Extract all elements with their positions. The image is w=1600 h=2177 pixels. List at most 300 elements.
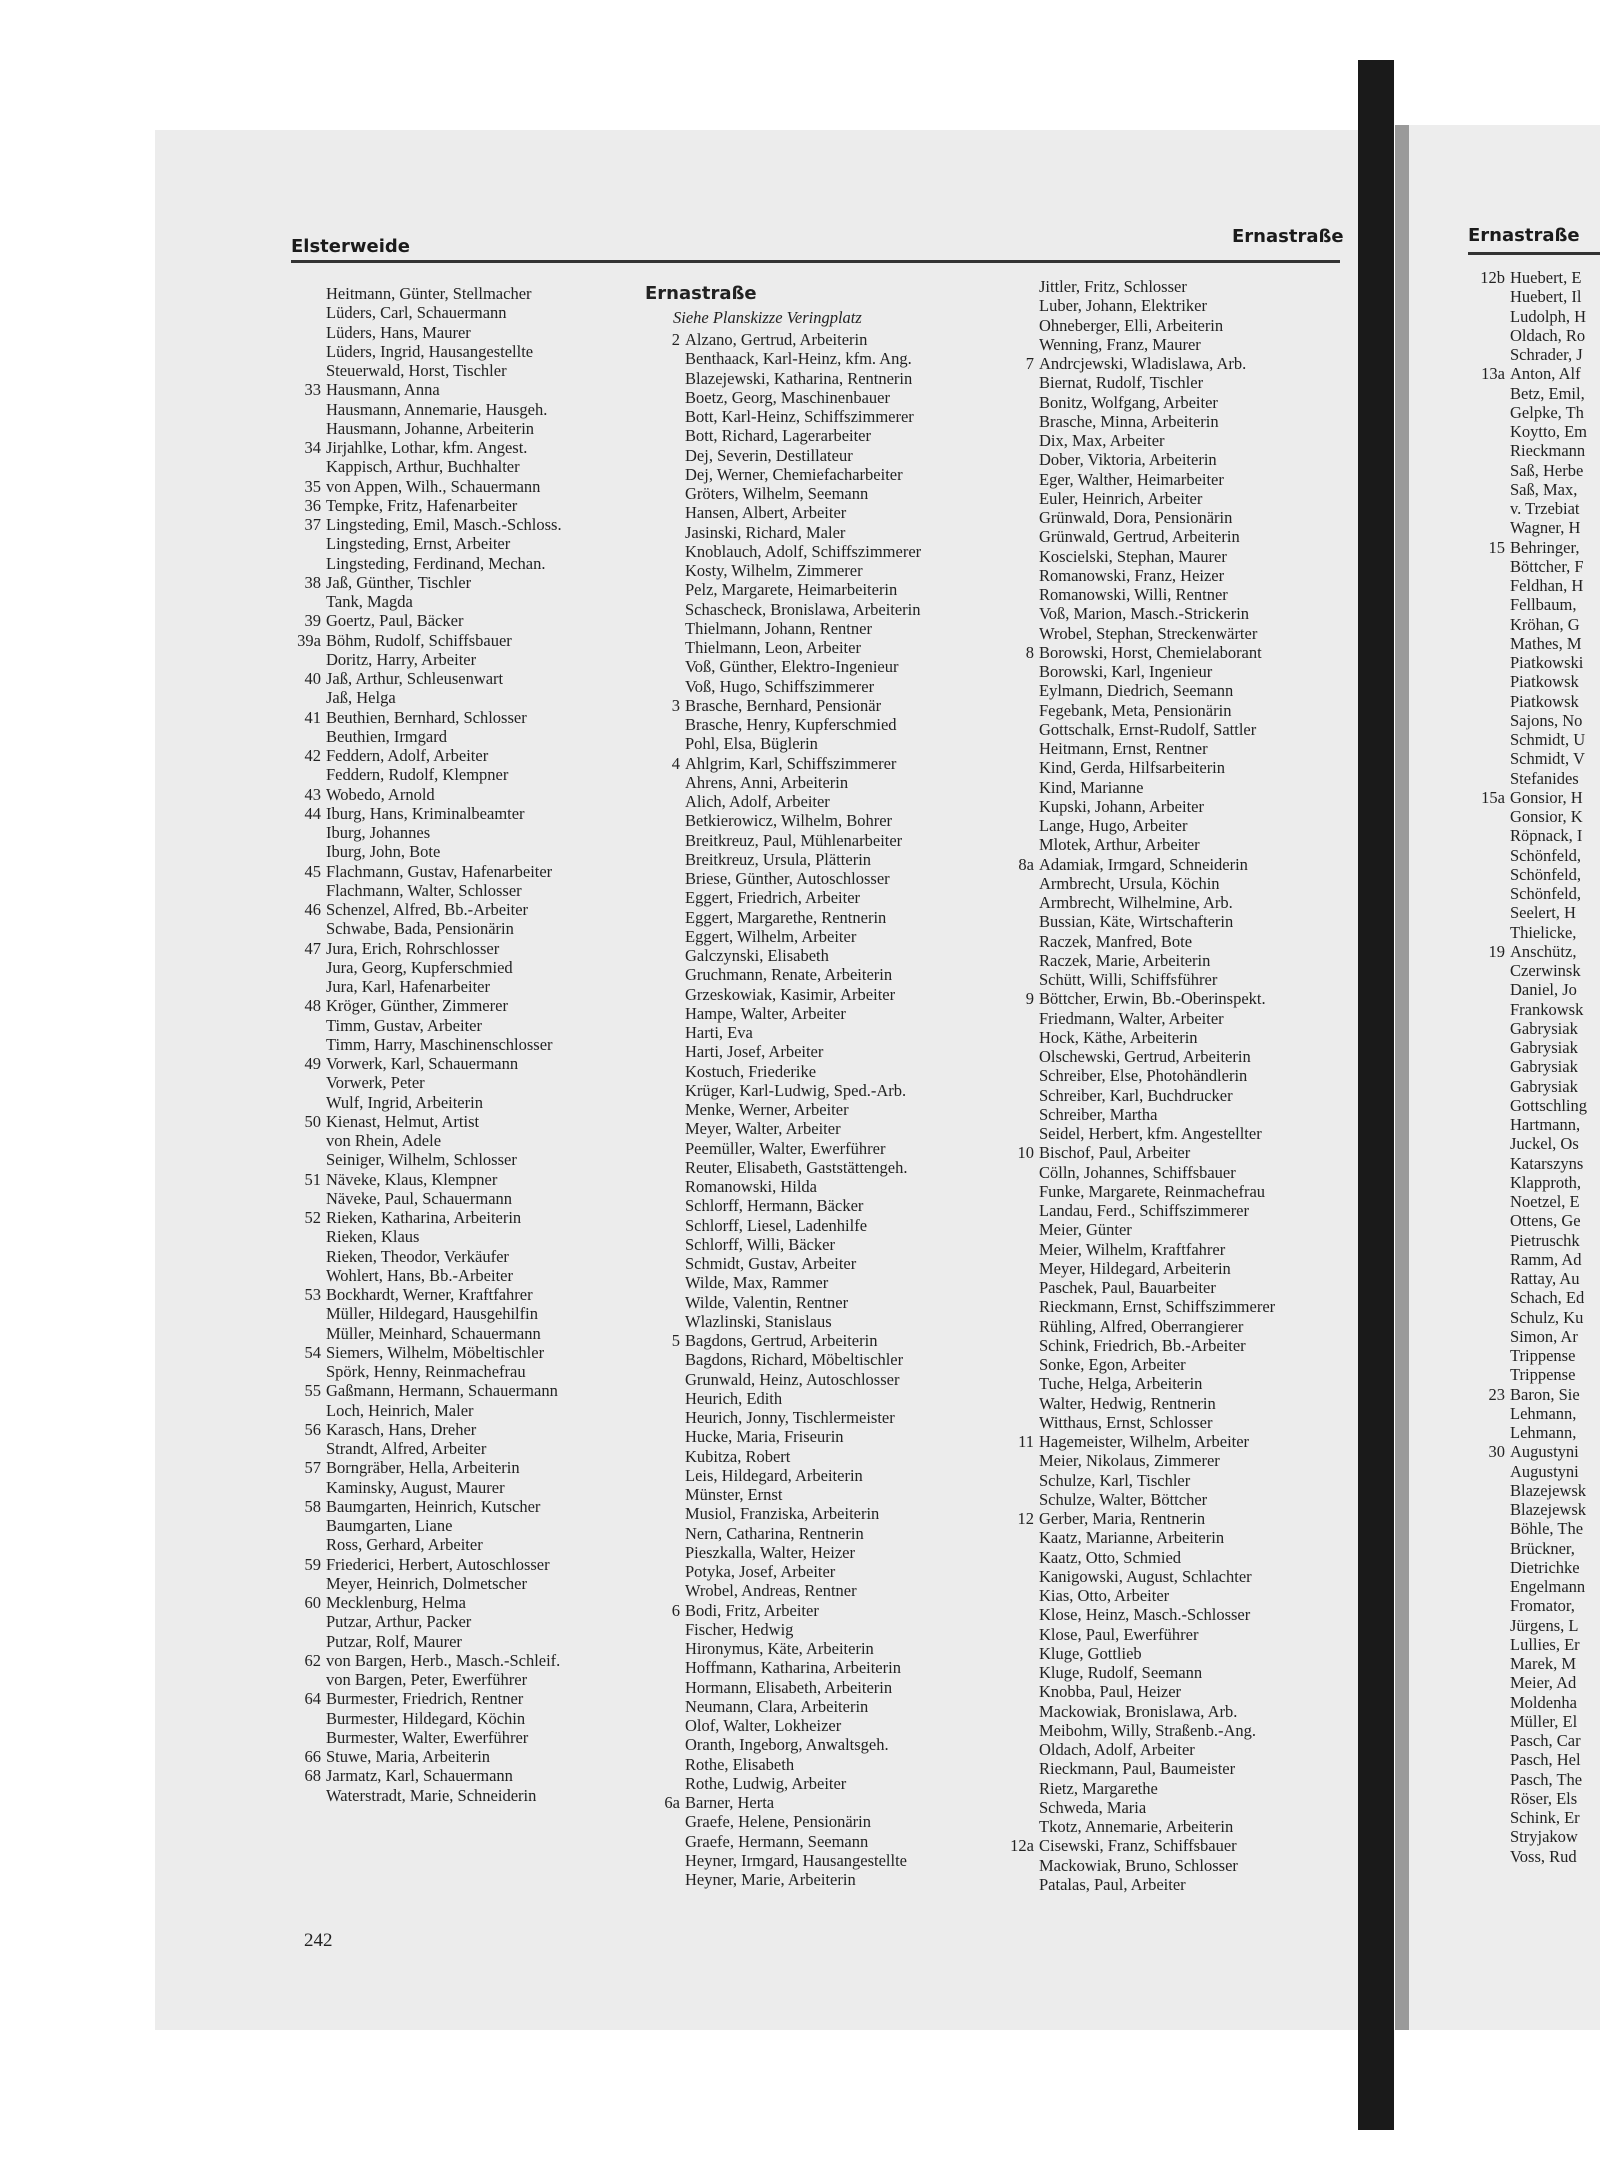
entry-text: Oldach, Adolf, Arbeiter [1039, 1740, 1195, 1759]
directory-entry [1039, 489, 1275, 508]
directory-entry [304, 476, 562, 496]
entry-text: von Rhein, Adele [326, 1131, 442, 1150]
house-number: 53 [304, 1285, 321, 1304]
directory-entry [664, 1793, 921, 1812]
entry-text: Mackowiak, Bruno, Schlosser [1039, 1855, 1238, 1875]
house-number: 34 [304, 438, 321, 457]
directory-entry [1039, 1702, 1275, 1721]
directory-entry [1510, 1558, 1587, 1577]
entry-text: Feddern, Rudolf, Klempner [326, 765, 509, 785]
entry-text: Timm, Gustav, Arbeiter [326, 1015, 482, 1035]
directory-entry [1039, 1413, 1275, 1432]
entry-text: Leis, Hildegard, Arbeiterin [685, 1465, 863, 1485]
entry-text: Schwabe, Bada, Pensionärin [326, 919, 514, 939]
directory-entry [1039, 1759, 1275, 1778]
directory-entry [1039, 1047, 1275, 1066]
directory-entry [1510, 1693, 1587, 1712]
directory-entry [1510, 884, 1587, 903]
house-number: 6a [664, 1793, 680, 1812]
directory-entry [304, 746, 562, 765]
entry-text: Feddern, Adolf, Arbeiter [326, 746, 489, 765]
directory-entry [685, 792, 921, 811]
house-number: 46 [304, 900, 321, 919]
directory-entry [1510, 903, 1587, 922]
directory-entry [685, 1273, 921, 1292]
entry-text: Baron, Sie [1510, 1384, 1580, 1404]
directory-entry [685, 1312, 921, 1331]
entry-text: Bagdons, Richard, Möbeltischler [685, 1350, 904, 1370]
entry-text: von Bargen, Herb., Masch.-Schleif. [326, 1650, 561, 1670]
entry-text: Burmester, Hildegard, Köchin [326, 1708, 526, 1728]
house-number: 30 [1488, 1442, 1505, 1462]
directory-entry [685, 1716, 921, 1735]
entry-text: Romanowski, Willi, Rentner [1039, 585, 1228, 604]
directory-entry [1510, 576, 1587, 595]
entry-text: Klose, Heinz, Masch.-Schlosser [1039, 1605, 1251, 1625]
entry-text: Flachmann, Walter, Schlosser [326, 880, 522, 900]
entry-text: Bonitz, Wolfgang, Arbeiter [1039, 392, 1218, 412]
directory-entry [685, 388, 921, 407]
directory-entry [326, 765, 562, 784]
entry-text: Gröters, Wilhelm, Seemann [685, 484, 869, 503]
entry-text: Harti, Josef, Arbeiter [685, 1042, 824, 1062]
directory-entry [671, 1331, 921, 1350]
directory-entry [685, 1620, 921, 1639]
directory-entry [1018, 1432, 1275, 1451]
entry-text: Jura, Erich, Rohrschlosser [326, 938, 500, 958]
entry-text: Schönfeld, [1510, 845, 1582, 865]
directory-entry [1510, 480, 1587, 499]
directory-entry [1510, 518, 1587, 537]
entry-text: Trippense [1510, 1365, 1576, 1385]
directory-entry [1510, 287, 1587, 306]
entry-text: Borowski, Karl, Ingenieur [1039, 662, 1213, 681]
entry-text: Luber, Johann, Elektriker [1039, 296, 1207, 316]
directory-entry [1510, 1500, 1587, 1519]
directory-entry [1481, 787, 1587, 807]
entry-text: Dej, Werner, Chemiefacharbeiter [685, 464, 903, 484]
directory-entry [1039, 1740, 1275, 1759]
entry-text: Rieken, Klaus [326, 1227, 420, 1247]
entry-text: Jarmatz, Karl, Schauermann [326, 1766, 513, 1786]
directory-entry [1510, 595, 1587, 614]
directory-entry [304, 1169, 562, 1189]
entry-text: Lingsteding, Emil, Masch.-Schloss. [326, 515, 562, 534]
entry-text: Lüders, Ingrid, Hausangestellte [326, 341, 534, 361]
entry-text: Böttcher, Erwin, Bb.-Oberinspekt. [1039, 989, 1266, 1009]
directory-entry [326, 1401, 562, 1420]
entry-text: Simon, Ar [1510, 1326, 1578, 1346]
entry-text: Koscielski, Stephan, Maurer [1039, 546, 1227, 566]
entry-text: Bockhardt, Werner, Kraftfahrer [326, 1285, 533, 1304]
entry-text: Klapproth, [1510, 1172, 1582, 1192]
directory-entry [1510, 1327, 1587, 1346]
entry-text: Kubitza, Robert [685, 1446, 791, 1466]
entry-text: Baumgarten, Heinrich, Kutscher [326, 1496, 541, 1516]
directory-entry [1039, 585, 1275, 604]
entry-text: Heitmann, Ernst, Rentner [1039, 739, 1208, 758]
entry-text: Alich, Adolf, Arbeiter [685, 792, 830, 811]
entry-text: Knoblauch, Adolf, Schiffszimmerer [685, 541, 922, 561]
directory-entry [304, 572, 562, 592]
entry-text: Burmester, Walter, Ewerführer [326, 1727, 529, 1747]
entry-text: Heyner, Marie, Arbeiterin [685, 1870, 856, 1889]
directory-entry [685, 1389, 921, 1408]
directory-entry [326, 1516, 562, 1535]
directory-entry [1039, 739, 1275, 758]
directory-entry [671, 1600, 921, 1620]
entry-text: Lingsteding, Ernst, Arbeiter [326, 534, 511, 554]
directory-entry [1510, 1038, 1587, 1057]
directory-entry [685, 1851, 921, 1870]
directory-entry [671, 330, 921, 349]
entry-text: Schlorff, Liesel, Ladenhilfe [685, 1215, 868, 1235]
entry-text: Voß, Hugo, Schiffszimmerer [685, 676, 875, 696]
entry-text: Lange, Hugo, Arbeiter [1039, 816, 1188, 835]
entry-text: Huebert, E [1510, 268, 1582, 287]
entry-text: Doritz, Harry, Arbeiter [326, 649, 477, 669]
directory-entry [326, 881, 562, 900]
entry-text: Pasch, The [1510, 1769, 1583, 1789]
entry-text: Kappisch, Arthur, Buchhalter [326, 457, 520, 477]
directory-entry [1039, 1586, 1275, 1605]
entry-text: Putzar, Rolf, Maurer [326, 1631, 462, 1651]
directory-entry [1039, 932, 1275, 951]
directory-entry [1039, 1817, 1275, 1836]
entry-text: Thielicke, [1510, 922, 1577, 942]
house-number: 15a [1481, 787, 1505, 807]
directory-entry [685, 985, 921, 1004]
directory-entry [1039, 681, 1275, 700]
directory-entry [1039, 373, 1275, 392]
directory-entry [1510, 1288, 1587, 1307]
entry-text: Thielmann, Leon, Arbeiter [685, 638, 861, 657]
directory-entry [297, 630, 562, 650]
directory-entry [1510, 1057, 1587, 1076]
entry-text: Armbrecht, Ursula, Köchin [1039, 873, 1220, 893]
directory-entry [326, 1093, 562, 1112]
directory-entry [1018, 854, 1275, 874]
directory-entry [685, 465, 921, 484]
entry-text: Koytto, Em [1510, 422, 1587, 441]
directory-entry [1039, 1605, 1275, 1624]
directory-entry [1488, 1384, 1587, 1404]
entry-text: Andrcjewski, Wladislawa, Arb. [1039, 354, 1247, 373]
directory-entry [1510, 1847, 1587, 1866]
entry-text: Waterstradt, Marie, Schneiderin [326, 1785, 537, 1805]
house-number: 5 [671, 1331, 680, 1350]
directory-entry [1025, 642, 1275, 662]
directory-entry [1510, 653, 1587, 672]
directory-entry [304, 1208, 562, 1227]
entry-text: Tuche, Helga, Arbeiterin [1039, 1374, 1203, 1394]
entry-text: Potyka, Josef, Arbeiter [685, 1562, 836, 1581]
entry-text: Lingsteding, Ferdinand, Mechan. [326, 553, 546, 573]
directory-entry [326, 303, 562, 322]
entry-text: Wenning, Franz, Maurer [1039, 334, 1201, 354]
entry-text: Vorwerk, Peter [326, 1073, 425, 1093]
directory-entry [1039, 662, 1275, 681]
entry-text: Meier, Nikolaus, Zimmerer [1039, 1451, 1220, 1471]
entry-text: Müller, Meinhard, Schauermann [326, 1323, 541, 1343]
directory-entry [685, 369, 921, 388]
entry-text: Meibohm, Willy, Straßenb.-Ang. [1039, 1720, 1257, 1740]
entry-text: von Appen, Wilh., Schauermann [326, 476, 541, 496]
entry-text: Oranth, Ingeborg, Anwaltsgeh. [685, 1735, 889, 1755]
directory-entry [1510, 1077, 1587, 1096]
directory-entry [326, 1304, 562, 1323]
directory-entry [1510, 1231, 1587, 1250]
entry-text: Rieken, Katharina, Arbeiterin [326, 1208, 522, 1227]
house-number: 23 [1488, 1384, 1505, 1404]
section-title: Ernastraße [645, 283, 757, 304]
directory-entry [1510, 1789, 1587, 1808]
directory-entry [304, 669, 562, 688]
house-number: 7 [1025, 354, 1034, 373]
directory-entry [1039, 1028, 1275, 1047]
directory-entry [304, 1554, 562, 1574]
entry-text: Schink, Friedrich, Bb.-Arbeiter [1039, 1335, 1246, 1355]
entry-text: Ohneberger, Elli, Arbeiterin [1039, 315, 1224, 335]
entry-text: Rieckmann, Ernst, Schiffszimmerer [1039, 1297, 1276, 1317]
entry-text: Kluge, Gottlieb [1039, 1643, 1142, 1663]
directory-entry [1510, 441, 1587, 460]
directory-entry [1039, 912, 1275, 931]
house-number: 66 [304, 1747, 321, 1766]
entry-text: Rietz, Margarethe [1039, 1778, 1158, 1798]
directory-entry [304, 1496, 562, 1516]
house-number: 56 [304, 1419, 321, 1439]
entry-text: Knobba, Paul, Heizer [1039, 1682, 1182, 1702]
directory-entry [1510, 326, 1587, 345]
directory-entry [1039, 527, 1275, 546]
entry-text: Neumann, Clara, Arbeiterin [685, 1696, 869, 1716]
directory-entry [304, 1285, 562, 1304]
entry-text: Stryjakow [1510, 1827, 1578, 1847]
entry-text: Breitkreuz, Paul, Mühlenarbeiter [685, 830, 903, 850]
entry-text: Rieken, Theodor, Verkäufer [326, 1246, 509, 1266]
directory-entry [671, 753, 921, 773]
entry-text: Hausmann, Anna [326, 380, 440, 400]
directory-entry [685, 811, 921, 830]
house-number: 19 [1488, 941, 1505, 961]
directory-entry [1510, 807, 1587, 826]
entry-text: Schulz, Ku [1510, 1307, 1584, 1327]
section-subtitle: Siehe Planskizze Veringplatz [673, 308, 862, 327]
entry-text: Dietrichke [1510, 1557, 1580, 1577]
entry-text: Wilde, Valentin, Rentner [685, 1292, 849, 1312]
entry-text: Kienast, Helmut, Artist [326, 1111, 480, 1131]
entry-text: Bott, Karl-Heinz, Schiffszimmerer [685, 407, 914, 426]
directory-entry [1039, 1625, 1275, 1644]
entry-text: Brasche, Henry, Kupferschmied [685, 715, 897, 734]
entry-text: Grünwald, Dora, Pensionärin [1039, 508, 1233, 527]
house-number: 12b [1480, 268, 1505, 287]
directory-entry [1510, 403, 1587, 422]
entry-text: Breitkreuz, Ursula, Plätterin [685, 849, 872, 869]
entry-text: Harti, Eva [685, 1023, 753, 1042]
entry-text: Eylmann, Diedrich, Seemann [1039, 681, 1234, 701]
entry-text: Paschek, Paul, Bauarbeiter [1039, 1278, 1216, 1297]
entry-text: Jura, Georg, Kupferschmied [326, 957, 513, 977]
entry-text: Schmidt, Gustav, Arbeiter [685, 1254, 857, 1273]
entry-text: Bott, Richard, Lagerarbeiter [685, 426, 872, 446]
directory-entry [326, 457, 562, 476]
directory-entry [326, 1073, 562, 1092]
entry-text: Raczek, Manfred, Bote [1039, 931, 1193, 951]
entry-text: Pasch, Hel [1510, 1750, 1581, 1770]
directory-entry [685, 831, 921, 850]
entry-text: Hock, Käthe, Arbeiterin [1039, 1027, 1198, 1047]
entry-text: Wagner, H [1510, 518, 1581, 538]
directory-entry [685, 1235, 921, 1254]
entry-text: Timm, Harry, Maschinenschlosser [326, 1034, 553, 1054]
directory-entry [685, 1427, 921, 1446]
directory-entry [304, 438, 562, 457]
entry-text: Krüger, Karl-Ludwig, Sped.-Arb. [685, 1080, 907, 1100]
entry-text: Kröger, Günther, Zimmerer [326, 996, 508, 1016]
directory-entry [1510, 1462, 1587, 1481]
house-number: 39 [304, 611, 321, 631]
entry-text: Klose, Paul, Ewerführer [1039, 1624, 1199, 1644]
directory-entry [1039, 701, 1275, 720]
directory-entry [304, 996, 562, 1016]
entry-text: Sonke, Egon, Arbeiter [1039, 1355, 1186, 1374]
entry-text: Nern, Catharina, Rentnerin [685, 1523, 864, 1543]
directory-entry [685, 349, 921, 368]
directory-entry [1039, 1086, 1275, 1105]
directory-entry [1039, 970, 1275, 989]
entry-text: Borngräber, Hella, Arbeiterin [326, 1458, 520, 1478]
directory-entry [1510, 615, 1587, 634]
house-number: 52 [304, 1208, 321, 1227]
entry-text: Voß, Marion, Masch.-Strickerin [1039, 604, 1250, 624]
directory-entry [671, 695, 921, 715]
entry-text: Jaß, Günther, Tischler [326, 572, 472, 592]
directory-entry [326, 1670, 562, 1689]
entry-text: Schweda, Maria [1039, 1797, 1147, 1817]
entry-text: Eggert, Wilhelm, Arbeiter [685, 926, 857, 946]
directory-entry [304, 1689, 562, 1709]
entry-text: Münster, Ernst [685, 1485, 783, 1504]
directory-entry [1510, 384, 1587, 403]
entry-text: Peemüller, Walter, Ewerführer [685, 1138, 886, 1158]
directory-entry [1039, 1163, 1275, 1182]
entry-text: Loch, Heinrich, Maler [326, 1400, 474, 1420]
directory-entry [1510, 1731, 1587, 1750]
directory-entry [1039, 1220, 1275, 1239]
entry-text: Juckel, Os [1510, 1134, 1579, 1154]
column-3 [1010, 277, 1276, 1894]
entry-text: Lehmann, [1510, 1423, 1577, 1442]
directory-entry [1039, 1779, 1275, 1798]
directory-entry [685, 927, 921, 946]
directory-entry [1039, 316, 1275, 335]
page-header-left: Elsterweide [291, 236, 410, 257]
directory-entry [685, 1293, 921, 1312]
directory-entry [1510, 1346, 1587, 1365]
directory-entry [326, 842, 562, 861]
entry-text: Graefe, Hermann, Seemann [685, 1831, 869, 1851]
entry-text: Jürgens, L [1510, 1615, 1579, 1635]
entry-text: Seiniger, Wilhelm, Schlosser [326, 1150, 517, 1170]
directory-entry [304, 1458, 562, 1478]
house-number: 62 [304, 1650, 321, 1670]
entry-text: Gruchmann, Renate, Arbeiterin [685, 965, 893, 985]
page-number: 242 [304, 1930, 333, 1951]
directory-entry [304, 515, 562, 534]
entry-text: Schönfeld, [1510, 884, 1582, 903]
entry-text: Grunwald, Heinz, Autoschlosser [685, 1369, 900, 1389]
directory-entry [1488, 537, 1587, 557]
directory-entry [685, 1755, 921, 1774]
entry-text: Jirjahlke, Lothar, kfm. Angest. [326, 438, 528, 457]
entry-text: Kias, Otto, Arbeiter [1039, 1586, 1170, 1605]
directory-entry [304, 380, 562, 400]
entry-text: Oldach, Ro [1510, 325, 1586, 345]
entry-text: Kröhan, G [1510, 614, 1580, 634]
directory-entry [685, 715, 921, 734]
directory-entry [326, 1478, 562, 1497]
entry-text: Brückner, [1510, 1538, 1575, 1558]
next-page-column [1480, 268, 1587, 1866]
entry-text: Kaatz, Marianne, Arbeiterin [1039, 1528, 1225, 1548]
directory-entry [1510, 1211, 1587, 1230]
entry-text: Meyer, Hildegard, Arbeiterin [1039, 1258, 1231, 1278]
directory-entry [1039, 1278, 1275, 1297]
directory-entry [1510, 749, 1587, 768]
directory-entry [685, 600, 921, 619]
entry-text: Anschütz, [1510, 941, 1577, 961]
directory-entry [326, 534, 562, 553]
directory-entry [326, 1189, 562, 1208]
directory-entry [1510, 1519, 1587, 1538]
directory-entry [685, 1177, 921, 1196]
directory-entry [1510, 1654, 1587, 1673]
house-number: 35 [304, 476, 321, 496]
entry-text: Jittler, Fritz, Schlosser [1039, 277, 1187, 296]
directory-entry [304, 861, 562, 881]
entry-text: Spörk, Henny, Reinmachefrau [326, 1362, 526, 1381]
entry-text: Gottschling [1510, 1095, 1587, 1115]
directory-entry [1510, 1308, 1587, 1327]
directory-entry [685, 484, 921, 503]
entry-text: Hucke, Maria, Friseurin [685, 1427, 844, 1447]
directory-entry [1510, 1154, 1587, 1173]
entry-text: Voss, Rud [1510, 1846, 1577, 1866]
directory-entry [326, 1362, 562, 1381]
house-number: 41 [304, 707, 321, 727]
house-number: 4 [671, 753, 680, 773]
entry-text: Barner, Herta [685, 1793, 775, 1812]
directory-entry [326, 592, 562, 611]
entry-text: Beuthien, Bernhard, Schlosser [326, 707, 527, 727]
house-number: 59 [304, 1554, 321, 1574]
directory-entry [1510, 1423, 1587, 1442]
entry-text: Schenzel, Alfred, Bb.-Arbeiter [326, 900, 529, 919]
directory-entry [1039, 758, 1275, 777]
directory-entry [326, 977, 562, 996]
directory-entry [685, 1216, 921, 1235]
directory-entry [304, 1593, 562, 1612]
entry-text: Schlorff, Hermann, Bäcker [685, 1196, 864, 1216]
entry-text: Marek, M [1510, 1654, 1576, 1673]
directory-entry [1039, 951, 1275, 970]
entry-text: Rothe, Ludwig, Arbeiter [685, 1773, 847, 1793]
directory-entry [1510, 1250, 1587, 1269]
entry-text: Rattay, Au [1510, 1269, 1580, 1288]
directory-entry [1039, 1875, 1275, 1894]
